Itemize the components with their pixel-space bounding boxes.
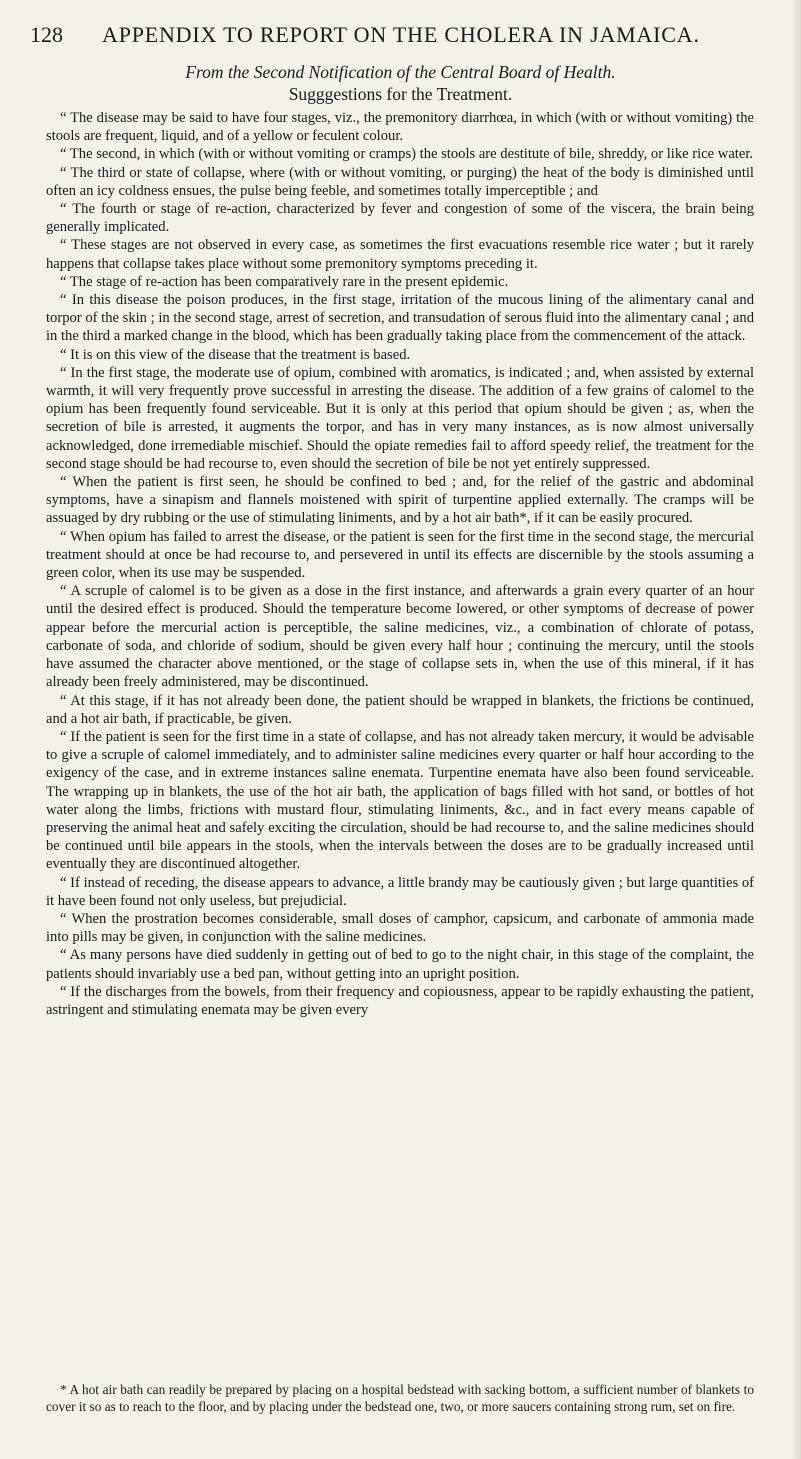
paragraph: “ When opium has failed to arrest the disease, or the patient is seen for the first time in the second stage, the mercurial treatment should at once be had recourse to, and persevered in until its effects are discernible by the stools assuming a green color, when its use may be suspended. xyxy=(46,528,754,582)
running-title: APPENDIX TO REPORT ON THE CHOLERA IN JAMAICA. xyxy=(102,22,700,47)
page-header xyxy=(30,22,770,50)
paragraph: “ At this stage, if it has not already been done, the patient should be wrapped in blankets, the frictions be continued, and a hot air bath, if practicable, be given. xyxy=(46,692,754,727)
section-subtitle: From the Second Notification of the Central Board of Health. xyxy=(185,62,616,82)
paragraph: “ As many persons have died suddenly in getting out of bed to go to the night chair, in this stage of the complaint, the patients should invariably use a bed pan, without getting into an upright position. xyxy=(46,947,754,982)
paragraph: “ The second, in which (with or without vomiting or cramps) the stools are destitute of bile, shreddy, or like rice water. xyxy=(60,146,754,163)
paragraph: “ In this disease the poison produces, in the first stage, irritation of the mucous lining of the alimentary canal and torpor of the skin ; in the second stage, arrest of secretion, and transudation of serous fluid into the alimentary canal ; and in the third a marked change in the blood, which has been gradually taking place from the commencement of the attack. xyxy=(46,292,754,345)
page-number: 128 xyxy=(30,22,63,47)
paragraph: “ The stage of re-action has been comparatively rare in the present epidemic. xyxy=(60,273,509,290)
body-text xyxy=(46,109,754,1019)
paragraph: “ The disease may be said to have four stages, viz., the premonitory diarrhœa, in which (with or without vomiting) the stools are frequent, liquid, and of a yellow or feculent colour. xyxy=(46,110,754,145)
paragraph: “ When the prostration becomes considerable, small doses of camphor, capsicum, and carbonate of ammonia made into pills may be given, in conjunction with the saline medicines. xyxy=(46,910,754,946)
paragraph: “ The third or state of collapse, where (with or without vomiting, or purging) the heat of the body is diminished until often an icy coldness ensues, the pulse being feeble, and sometimes totally imperceptible ; and xyxy=(46,164,754,199)
section-heading: Sugggestions for the Treatment. xyxy=(288,84,513,104)
footnote xyxy=(46,1382,754,1415)
footnote-text: * A hot air bath can readily be prepared by placing on a hospital bedstead with sacking bottom, a sufficient number of blankets to cover it so as to reach to the floor, and by placing under the bedstead one, two, or more saucers containing strong rum, set on fire. xyxy=(46,1382,754,1414)
paragraph: “ These stages are not observed in every case, as sometimes the first evacuations resemble rice water ; but it rarely happens that collapse takes place without some premonitory symptoms preceding it. xyxy=(46,237,754,272)
paragraph: “ When the patient is first seen, he should be confined to bed ; and, for the relief of the gastric and abdominal symptoms, have a sinapism and flannels moistened with spirit of turpentine applied externally. The cramps will be assuaged by dry rubbing or the use of stimulating liniments, and by a hot air bath*, if it can be easily procured. xyxy=(46,474,754,527)
paragraph: “ The fourth or stage of re-action, characterized by fever and congestion of some of the viscera, the brain being generally implicated. xyxy=(46,201,754,236)
paragraph: “ In the first stage, the moderate use of opium, combined with aromatics, is indicated ; and, when assisted by external warmth, it will very frequently prove successful in arresting the disease. The addition of a few grains of calomel to the opium has been frequently found serviceable. But it is only at this period that opium should be given ; as, when the secretion of bile is arrested, it augments the torpor, and has in very many instances, as is now almost universally acknowledged, done irremediable mischief. Should the opiate remedies fail to afford speedy relief, the treatment for the second stage should be had recourse to, even should the secretion of bile be not yet entirely suppressed. xyxy=(46,364,754,472)
page-edge xyxy=(791,0,801,1459)
paragraph: “ If instead of receding, the disease appears to advance, a little brandy may be cautiously given ; but large quantities of it have been found not only useless, but prejudicial. xyxy=(46,874,754,909)
paragraph: “ If the patient is seen for the first time in a state of collapse, and has not already taken mercury, it would be advisable to give a scruple of calomel immediately, and to administer saline medicines every quarter or half hour according to the exigency of the case, and in extreme instances saline enemata. Turpentine enemata have also been found serviceable. The wrapping up in blankets, the use of the hot air bath, the application of bags filled with hot sand, or bottles of hot water along the limbs, frictions with mustard flour, stimulating liniments, &c., and in fact every means capable of preserving the animal heat and safely exciting the circulation, should be had recourse to, and the saline medicines should be continued until bile appears in the stools, when the intervals between the doses are to be gradually increased until eventually they are discontinued altogether. xyxy=(46,728,754,873)
paragraph: “ A scruple of calomel is to be given as a dose in the first instance, and afterwards a grain every quarter of an hour until the desired effect is produced. Should the temperature become lowered, or other symptoms of decrease of power appear before the mercurial action is perceptible, the saline medicines, viz., a combination of chlorate of potass, carbonate of soda, and chloride of sodium, should be given every half hour ; continuing the mercury, until the stools have assumed the character above mentioned, or the stage of collapse sets in, when the use of this mineral, if it has already been freely administered, may be discontinued. xyxy=(46,583,754,691)
paragraph: “ If the discharges from the bowels, from their frequency and copiousness, appear to be rapidly exhausting the patient, astringent and stimulating enemata may be given every xyxy=(46,983,754,1018)
paragraph: “ It is on this view of the disease that the treatment is based. xyxy=(60,346,411,363)
